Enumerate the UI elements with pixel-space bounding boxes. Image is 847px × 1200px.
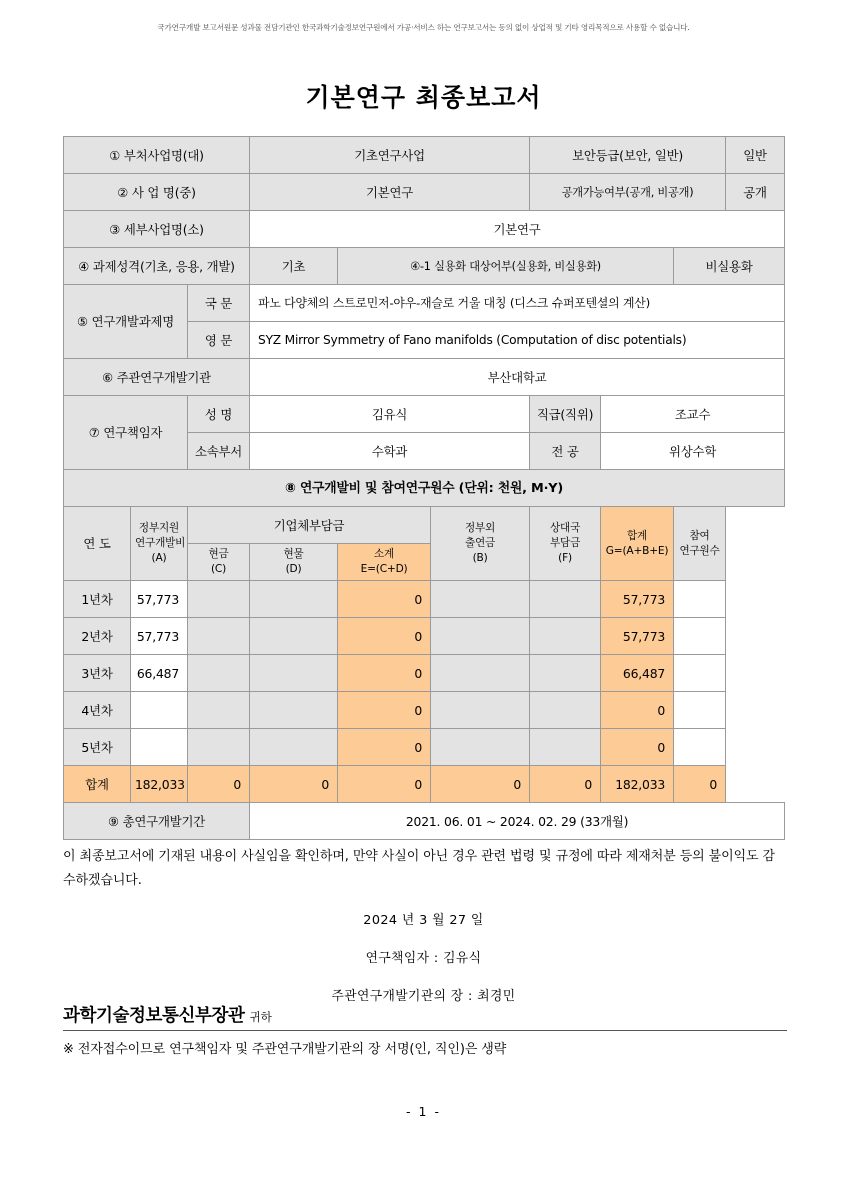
total-line2: G=(A+B+E) bbox=[605, 544, 669, 557]
budget-total-gov: 182,033 bbox=[131, 766, 188, 803]
budget-total-row bbox=[64, 766, 785, 803]
budget-cash bbox=[188, 618, 250, 655]
budget-total-nongov: 0 bbox=[431, 766, 530, 803]
disclosure-value: 공개 bbox=[726, 174, 785, 211]
en-title-value: SYZ Mirror Symmetry of Fano manifolds (Computation of disc potentials) bbox=[250, 322, 785, 359]
budget-researchers bbox=[674, 692, 726, 729]
researchers-line1: 참여 bbox=[689, 529, 710, 542]
budget-col-gov-funding bbox=[131, 507, 188, 581]
gov-line3: (A) bbox=[151, 552, 167, 564]
table-row-project-character bbox=[64, 248, 785, 285]
pi-rank-value: 조교수 bbox=[601, 396, 785, 433]
row1-value: 기초연구사업 bbox=[250, 137, 530, 174]
row9-value: 2021. 06. 01 ~ 2024. 02. 29 (33개월) bbox=[250, 803, 785, 840]
commercialization-value: 비실용화 bbox=[674, 248, 785, 285]
partner-line1: 상대국 bbox=[550, 522, 581, 534]
kr-title-label: 국 문 bbox=[188, 285, 250, 322]
budget-researchers bbox=[674, 729, 726, 766]
row3-label: ③ 세부사업명(소) bbox=[64, 211, 250, 248]
budget-nongov bbox=[431, 729, 530, 766]
budget-col-company-group: 기업체부담금 bbox=[188, 507, 431, 544]
budget-cash bbox=[188, 581, 250, 618]
budget-researchers bbox=[674, 581, 726, 618]
row7-label: ⑦ 연구책임자 bbox=[64, 396, 188, 470]
table-row-detail-program bbox=[64, 211, 785, 248]
budget-year: 2년차 bbox=[64, 618, 131, 655]
row4-label: ④ 과제성격(기초, 응용, 개발) bbox=[64, 248, 250, 285]
researchers-line2: 연구원수 bbox=[679, 544, 720, 557]
table-row-project-title-kr bbox=[64, 285, 785, 322]
budget-cash bbox=[188, 729, 250, 766]
budget-subtotal: 0 bbox=[338, 581, 431, 618]
page-title: 기본연구 최종보고서 bbox=[305, 83, 542, 112]
budget-total-inkind: 0 bbox=[250, 766, 338, 803]
budget-gov bbox=[131, 729, 188, 766]
pi-rank-label: 직급(직위) bbox=[530, 396, 601, 433]
budget-subtotal: 0 bbox=[338, 618, 431, 655]
budget-cash bbox=[188, 655, 250, 692]
budget-header-row-1 bbox=[64, 507, 785, 544]
signature-organization-head: 주관연구개발기관의 장 : 최경민 bbox=[331, 989, 516, 1004]
signature-date: 2024 년 3 월 27 일 bbox=[363, 913, 484, 928]
budget-inkind bbox=[250, 618, 338, 655]
nongov-line3: (B) bbox=[472, 552, 488, 564]
minister-title: 과학기술정보통신부장관 bbox=[63, 1006, 245, 1026]
budget-col-inkind bbox=[250, 544, 338, 581]
budget-subtotal: 0 bbox=[338, 655, 431, 692]
budget-total-grand: 182,033 bbox=[601, 766, 674, 803]
table-row bbox=[64, 581, 785, 618]
budget-year: 4년차 bbox=[64, 692, 131, 729]
kr-title-value: 파노 다양체의 스트로민저-야우-재슬로 거울 대칭 (디스크 슈퍼포텐셜의 계산) bbox=[250, 285, 785, 322]
budget-total: 66,487 bbox=[601, 655, 674, 692]
signature-pi: 연구책임자 : 김유식 bbox=[365, 951, 482, 966]
row1-label: ① 부처사업명(대) bbox=[64, 137, 250, 174]
row6-label: ⑥ 주관연구개발기관 bbox=[64, 359, 250, 396]
table-row-period bbox=[64, 803, 785, 840]
subtotal-line1: 소계 bbox=[373, 548, 395, 560]
budget-col-nongov bbox=[431, 507, 530, 581]
budget-total-partner: 0 bbox=[530, 766, 601, 803]
pi-major-value: 위상수학 bbox=[601, 433, 785, 470]
table-row bbox=[64, 655, 785, 692]
footnote-note: ※ 전자접수이므로 연구책임자 및 주관연구개발기관의 장 서명(인, 직인)은 생략 bbox=[63, 1042, 507, 1057]
budget-partner bbox=[530, 692, 601, 729]
subtotal-line2: E=(C+D) bbox=[360, 563, 408, 575]
table-row bbox=[64, 618, 785, 655]
budget-total: 57,773 bbox=[601, 581, 674, 618]
security-level-label: 보안등급(보안, 일반) bbox=[530, 137, 726, 174]
budget-col-partner bbox=[530, 507, 601, 581]
budget-subtotal: 0 bbox=[338, 692, 431, 729]
budget-nongov bbox=[431, 692, 530, 729]
budget-col-subtotal bbox=[338, 544, 431, 581]
minister-addressee bbox=[63, 1002, 787, 1031]
row2-label: ② 사 업 명(중) bbox=[64, 174, 250, 211]
row3-value: 기본연구 bbox=[250, 211, 785, 248]
report-summary-table bbox=[63, 136, 785, 840]
budget-researchers bbox=[674, 618, 726, 655]
budget-gov bbox=[131, 692, 188, 729]
commercialization-label: ④-1 실용화 대상어부(실용화, 비실용화) bbox=[338, 248, 674, 285]
pi-dept-label: 소속부서 bbox=[188, 433, 250, 470]
budget-nongov bbox=[431, 618, 530, 655]
row2-value: 기본연구 bbox=[250, 174, 530, 211]
budget-section-title-row bbox=[64, 470, 785, 507]
budget-partner bbox=[530, 655, 601, 692]
budget-col-cash bbox=[188, 544, 250, 581]
table-row-host-institution bbox=[64, 359, 785, 396]
budget-partner bbox=[530, 581, 601, 618]
budget-subtotal: 0 bbox=[338, 729, 431, 766]
table-row-pi-name bbox=[64, 396, 785, 433]
budget-partner bbox=[530, 618, 601, 655]
copyright-notice: 국가연구개발 보고서원문 성과물 전담기관인 한국과학기술정보연구원에서 가공·서비스 하는 연구보고서는 동의 없이 상업적 및 기타 영리목적으로 사용할 수 없습니다. bbox=[157, 23, 690, 32]
budget-cash bbox=[188, 692, 250, 729]
budget-total-researchers: 0 bbox=[674, 766, 726, 803]
row9-label: ⑨ 총연구개발기간 bbox=[64, 803, 250, 840]
budget-partner bbox=[530, 729, 601, 766]
pi-major-label: 전 공 bbox=[530, 433, 601, 470]
budget-total: 57,773 bbox=[601, 618, 674, 655]
budget-nongov bbox=[431, 581, 530, 618]
budget-researchers bbox=[674, 655, 726, 692]
budget-total: 0 bbox=[601, 729, 674, 766]
budget-inkind bbox=[250, 581, 338, 618]
budget-year: 1년차 bbox=[64, 581, 131, 618]
pi-dept-value: 수학과 bbox=[250, 433, 530, 470]
budget-year: 3년차 bbox=[64, 655, 131, 692]
en-title-label: 영 문 bbox=[188, 322, 250, 359]
partner-line3: (F) bbox=[558, 552, 572, 564]
budget-gov: 66,487 bbox=[131, 655, 188, 692]
budget-inkind bbox=[250, 655, 338, 692]
security-level-value: 일반 bbox=[726, 137, 785, 174]
nongov-line1: 정부외 bbox=[464, 522, 496, 534]
inkind-line2: (D) bbox=[285, 563, 302, 575]
partner-line2: 부담금 bbox=[550, 537, 581, 549]
disclosure-label: 공개가능여부(공개, 비공개) bbox=[530, 174, 726, 211]
budget-nongov bbox=[431, 655, 530, 692]
gov-line1: 정부지원 bbox=[138, 522, 180, 534]
table-row bbox=[64, 729, 785, 766]
table-row-ministry-program bbox=[64, 137, 785, 174]
budget-total-subtotal: 0 bbox=[338, 766, 431, 803]
row4-value: 기초 bbox=[250, 248, 338, 285]
pi-name-label: 성 명 bbox=[188, 396, 250, 433]
budget-year: 5년차 bbox=[64, 729, 131, 766]
budget-gov: 57,773 bbox=[131, 581, 188, 618]
minister-honorific: 귀하 bbox=[249, 1010, 272, 1024]
cash-line1: 현금 bbox=[208, 548, 229, 560]
total-line1: 합계 bbox=[627, 529, 648, 542]
cash-line2: (C) bbox=[210, 563, 227, 575]
pi-name-value: 김유식 bbox=[250, 396, 530, 433]
budget-inkind bbox=[250, 692, 338, 729]
budget-col-year: 연 도 bbox=[64, 507, 131, 581]
row5-label: ⑤ 연구개발과제명 bbox=[64, 285, 188, 359]
budget-col-total bbox=[601, 507, 674, 581]
budget-col-researchers bbox=[674, 507, 726, 581]
nongov-line2: 출연금 bbox=[464, 537, 496, 549]
budget-total: 0 bbox=[601, 692, 674, 729]
table-row-program-name bbox=[64, 174, 785, 211]
declaration-statement: 이 최종보고서에 기재된 내용이 사실임을 확인하며, 만약 사실이 아닌 경우 관련 법령 및 규정에 따라 제재처분 등의 불이익도 감수하겠습니다. bbox=[63, 849, 775, 888]
gov-line2: 연구개발비 bbox=[135, 537, 186, 549]
budget-total-cash: 0 bbox=[188, 766, 250, 803]
table-row bbox=[64, 692, 785, 729]
page-number: - 1 - bbox=[406, 1104, 441, 1119]
budget-gov: 57,773 bbox=[131, 618, 188, 655]
budget-inkind bbox=[250, 729, 338, 766]
inkind-line1: 현물 bbox=[283, 548, 304, 560]
budget-total-label: 합계 bbox=[64, 766, 131, 803]
row6-value: 부산대학교 bbox=[250, 359, 785, 396]
budget-title: ⑧ 연구개발비 및 참여연구원수 (단위: 천원, M·Y) bbox=[64, 470, 785, 507]
